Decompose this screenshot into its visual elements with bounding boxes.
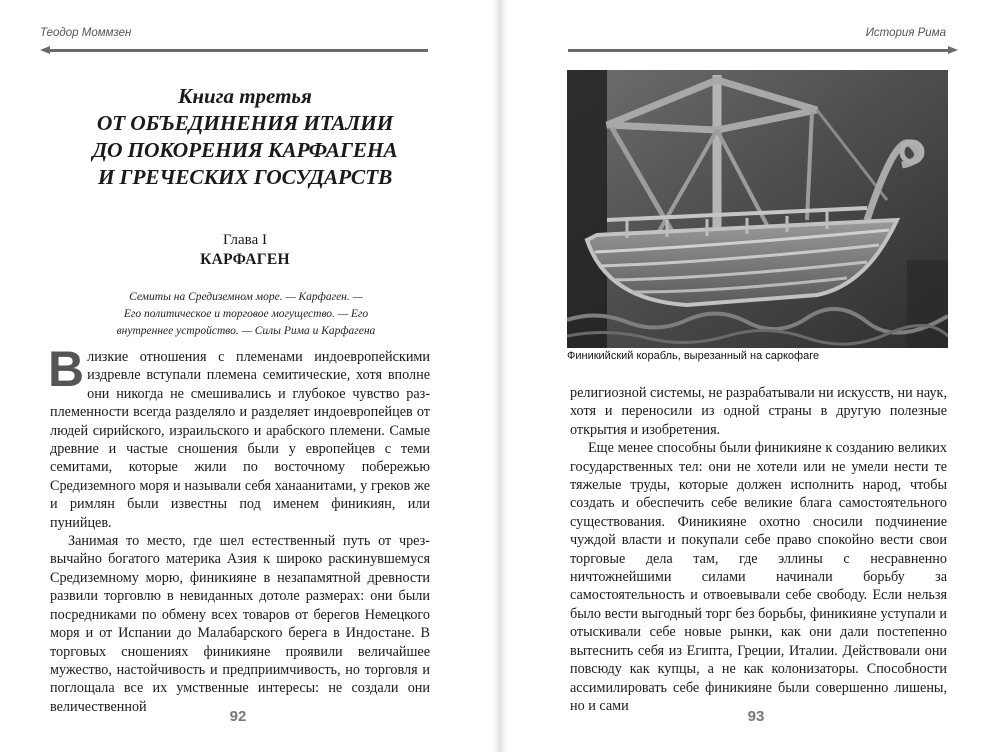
synopsis-line: внутреннее устройство. — Силы Рима и Карфагена — [116, 325, 376, 337]
header-rule-arrow — [948, 46, 958, 54]
header-rule-right — [568, 49, 948, 52]
header-rule-arrow — [40, 46, 50, 54]
book-title-line: И ГРЕЧЕСКИХ ГОСУДАРСТВ — [97, 165, 393, 189]
running-head-title: История Рима — [865, 27, 946, 39]
book-title-block — [40, 83, 450, 191]
synopsis-line: Семиты на Средиземном море. — Карфаген. — — [129, 291, 363, 303]
chapter-number: Глава I — [223, 232, 267, 248]
ship-relief-illustration — [567, 70, 948, 348]
book-title-line: ОТ ОБЪЕДИНЕНИЯ ИТАЛИИ — [96, 111, 394, 135]
left-body-text — [48, 341, 430, 716]
paragraph: Занимая то место, где шел естественный путь от чрезвычайно богатого материка Азия к широко раскинувшемуся Средиземному морю, финикияне в незапамятной древности развили торговлю в невиданных дотоле размерах: они были посредниками по обмену всех товаров от берегов Немецкого моря и от Испании до Малабарского берега в Индостане. В торговых сношениях финикияне проявили величайшее мужество, настойчивость и предприимчивость, но торговля и поглощала все их умственные интересы: не создали они величественной — [50, 533, 430, 715]
figure-caption: Финикийский корабль, вырезанный на саркофаге — [567, 350, 820, 362]
page-number: 93 — [747, 708, 765, 725]
ship-relief-photo — [567, 70, 948, 348]
book-gutter — [492, 0, 508, 752]
book-title-line: ДО ПОКОРЕНИЯ КАРФАГЕНА — [92, 138, 398, 162]
right-page — [508, 0, 1000, 752]
header-rule-left — [50, 49, 428, 52]
paragraph — [48, 341, 430, 532]
book-number: Книга третья — [178, 84, 312, 108]
page-number: 92 — [229, 708, 247, 725]
chapter-synopsis — [60, 289, 432, 340]
chapter-title: КАРФАГЕН — [200, 251, 290, 268]
right-body-text — [570, 384, 947, 715]
paragraph-text: лизкие отношения с племенами индоевропейскими издревле вступали племена семитические, хотя вполне они никогда не смешивались и глубокое чувство разплеменности всегда разделяло и разделяет индоевропейцев от людей сирийского, израильского и арабского племени. Самые древние и частые сношения были у европейцев с теми семитами, которые жили по восточному побережью Средиземного моря и называли себя ханаанитами, у греков же и римлян были известны под именем финикиян, или пунийцев. — [50, 349, 430, 531]
drop-cap: В — [48, 341, 85, 397]
left-page — [0, 0, 492, 752]
synopsis-line: Его политическое и торговое могущество. — Его — [123, 308, 369, 320]
running-head-author: Теодор Моммзен — [40, 27, 132, 39]
paragraph: Еще менее способны были финикияне к созданию великих государственных тел: они не хотели или не умели нести те тяжелые труды, которые должен исполнить народ, чтобы создать и обеспечить себе великие блага самостоятельного существования. Финикияне охотно сносили подчинение чуждой власти и покупали себе право спокойно вести свои торговые дела там, где эллины с несравненно ничтожнейшими силами начинали борьбу за самостоятельность и отвоевывали себе свободу. Если нельзя было вести выгодный торг без борьбы, финикияне уступали и отыскивали себе новые рынки, как они дали постепенно вытеснить себя из Египта, Греции, Италии. Действовали они повсюду как купцы, а не как колонизаторы. Способности ассимилировать себе финикияне были совершенно лишены, но и сами — [570, 440, 947, 714]
paragraph: религиозной системы, не разрабатывали ни искусств, ни наук, хотя и переносили из одной страны в другую полезные открытия и изобретения. — [570, 385, 947, 438]
